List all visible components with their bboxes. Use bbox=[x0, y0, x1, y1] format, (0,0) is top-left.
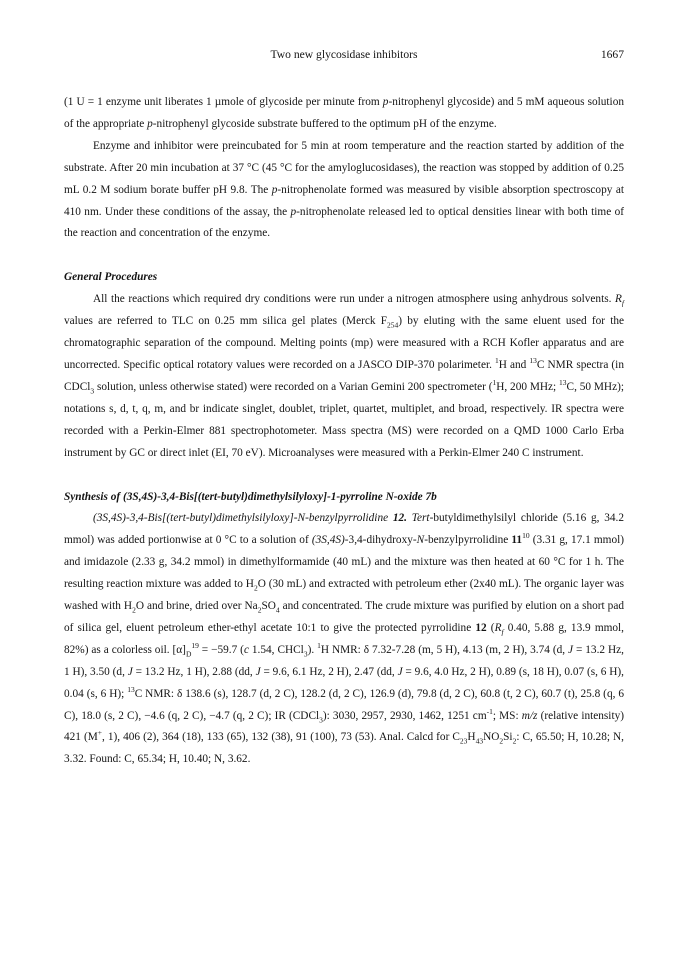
page-body bbox=[64, 92, 624, 771]
methods-paragraph-2: Enzyme and inhibitor were preincubated for 5 min at room temperature and the reaction started by addition of the substrate. After 20 min incubation at 37 °C (45 °C for the amyloglucosidases), the reaction was stopped by addition of 0.25 mL 0.2 M sodium borate buffer pH 9.8. The p-nitrophenolate formed was measured by visible absorption spectroscopy at 410 nm. Under these conditions of the assay, the p-nitrophenolate released led to optical densities linear with both time of the reaction and concentration of the enzyme. bbox=[64, 139, 624, 240]
compound-number: 12. bbox=[392, 512, 407, 525]
section-heading-general: General Procedures bbox=[64, 271, 158, 284]
page-number: 1667 bbox=[600, 48, 624, 61]
synthesis-paragraph: (3S,4S)-3,4-Bis[(tert-butyl)dimethylsilyloxy]-N-benzylpyrrolidine 12. Tert-butyldimethylsilyl chloride (5.16 g, 34.2 mmol) was added portionwise at 0 °C to a solution of (3S,4S)-3,4-dihydroxy-N-benzylpyrrolidine $11^{10}$ (3.31 g, 17.1 mmol) and imidazole (2.33 g, 34.2 mmol) in dimethylformamide (40 mL) and the mixture was then heated at 60 °C for 1 h. The resulting reaction mixture was added to $H_2O$ (30 mL) and extracted with petroleum ether (2x40 mL). The organic layer was washed with $H_2O$ and brine, dried over $Na_2SO_4$ and concentrated. The crude mixture was purified by elution on a short pad of silica gel, eluent petroleum ether-ethyl acetate 10:1 to give the protected pyrrolidine 12 ($R_f$ 0.40, 5.88 g, 13.9 mmol, 82%) as a colorless oil. $[\alpha]_D^{19} = -59.7$ (c 1.54, CHCl$_3$). $^1$H NMR: δ 7.32-7.28 (m, 5 H), 4.13 (m, 2 H), 3.74 (d, J = 13.2 Hz, 1 H), 3.50 (d, J = 13.2 Hz, 1 H), 2.88 (dd, J = 9.6, 6.1 Hz, 2 H), 2.47 (dd, J = 9.6, 4.0 Hz, 2 H), 0.89 (s, 18 H), 0.07 (s, 6 H), 0.04 (s, 6 H); $^{13}$C NMR: δ 138.6 (s), 128.7 (d, 2 C), 128.2 (d, 2 C), 126.9 (d), 79.8 (d, 2 C), 60.8 (t, 2 C), 60.7 (t), 25.8 (q, 6 C), 18.0 (s, 2 C), −4.6 (q, 2 C), −4.7 (q, 2 C); IR (CDCl$_3$): 3030, 2957, 2930, 1462, 1251 $cm^{-1}$; MS: m/z (relative intensity) 421 (M+, 1), 406 (2), 364 (18), 133 (65), 132 (38), 91 (100), 73 (53). Anal. Calcd for $C_{23}H_{43}NO_2Si_2$: C, 65.50; H, 10.28; N, 3.32. Found: C, 65.34; H, 10.40; N, 3.62. bbox=[64, 512, 625, 766]
running-header bbox=[64, 48, 624, 66]
methods-paragraph-1: (1 U = 1 enzyme unit liberates 1 µmole of glycoside per minute from p-nitrophenyl glycoside) and 5 mM aqueous solution of the appropriate p-nitrophenyl glycoside substrate buffered to the optimum pH of the enzyme. bbox=[64, 96, 624, 130]
general-procedures-paragraph: All the reactions which required dry conditions were run under a nitrogen atmosphere using anhydrous solvents. $R_f$ values are referred to TLC on 0.25 mm silica gel plates (Merck $F_{254}$) by eluting with the same eluent used for the chromatographic separation of the compound. Melting points (mp) were measured with a RCH Kofler apparatus and are uncorrected. Specific optical rotatory values were recorded on a JASCO DIP-370 polarimeter. $^1$H and $^{13}$C NMR spectra (in CDCl$_3$ solution, unless otherwise stated) were recorded on a Varian Gemini 200 spectrometer ($^1$H, 200 MHz; $^{13}$C, 50 MHz); notations s, d, t, q, m, and br indicate singlet, doublet, triplet, quartet, multiplet, and broad, respectively. IR spectra were recorded with a Perkin-Elmer 881 spectrophotometer. Mass spectra (MS) were recorded on a QMD 1000 Carlo Erba instrument by GC or direct inlet (EI, 70 eV). Microanalyses were measured with a Perkin-Elmer 240 C instrument. bbox=[64, 293, 625, 459]
compound-name: (3S,4S)-3,4-Bis[(tert-butyl)dimethylsilyloxy]-N-benzylpyrrolidine bbox=[93, 512, 389, 525]
section-heading-synthesis: Synthesis of (3S,4S)-3,4-Bis[(tert-butyl)dimethylsilyloxy]-1-pyrroline N-oxide 7b bbox=[64, 490, 437, 503]
running-title: Two new glycosidase inhibitors bbox=[270, 48, 418, 61]
